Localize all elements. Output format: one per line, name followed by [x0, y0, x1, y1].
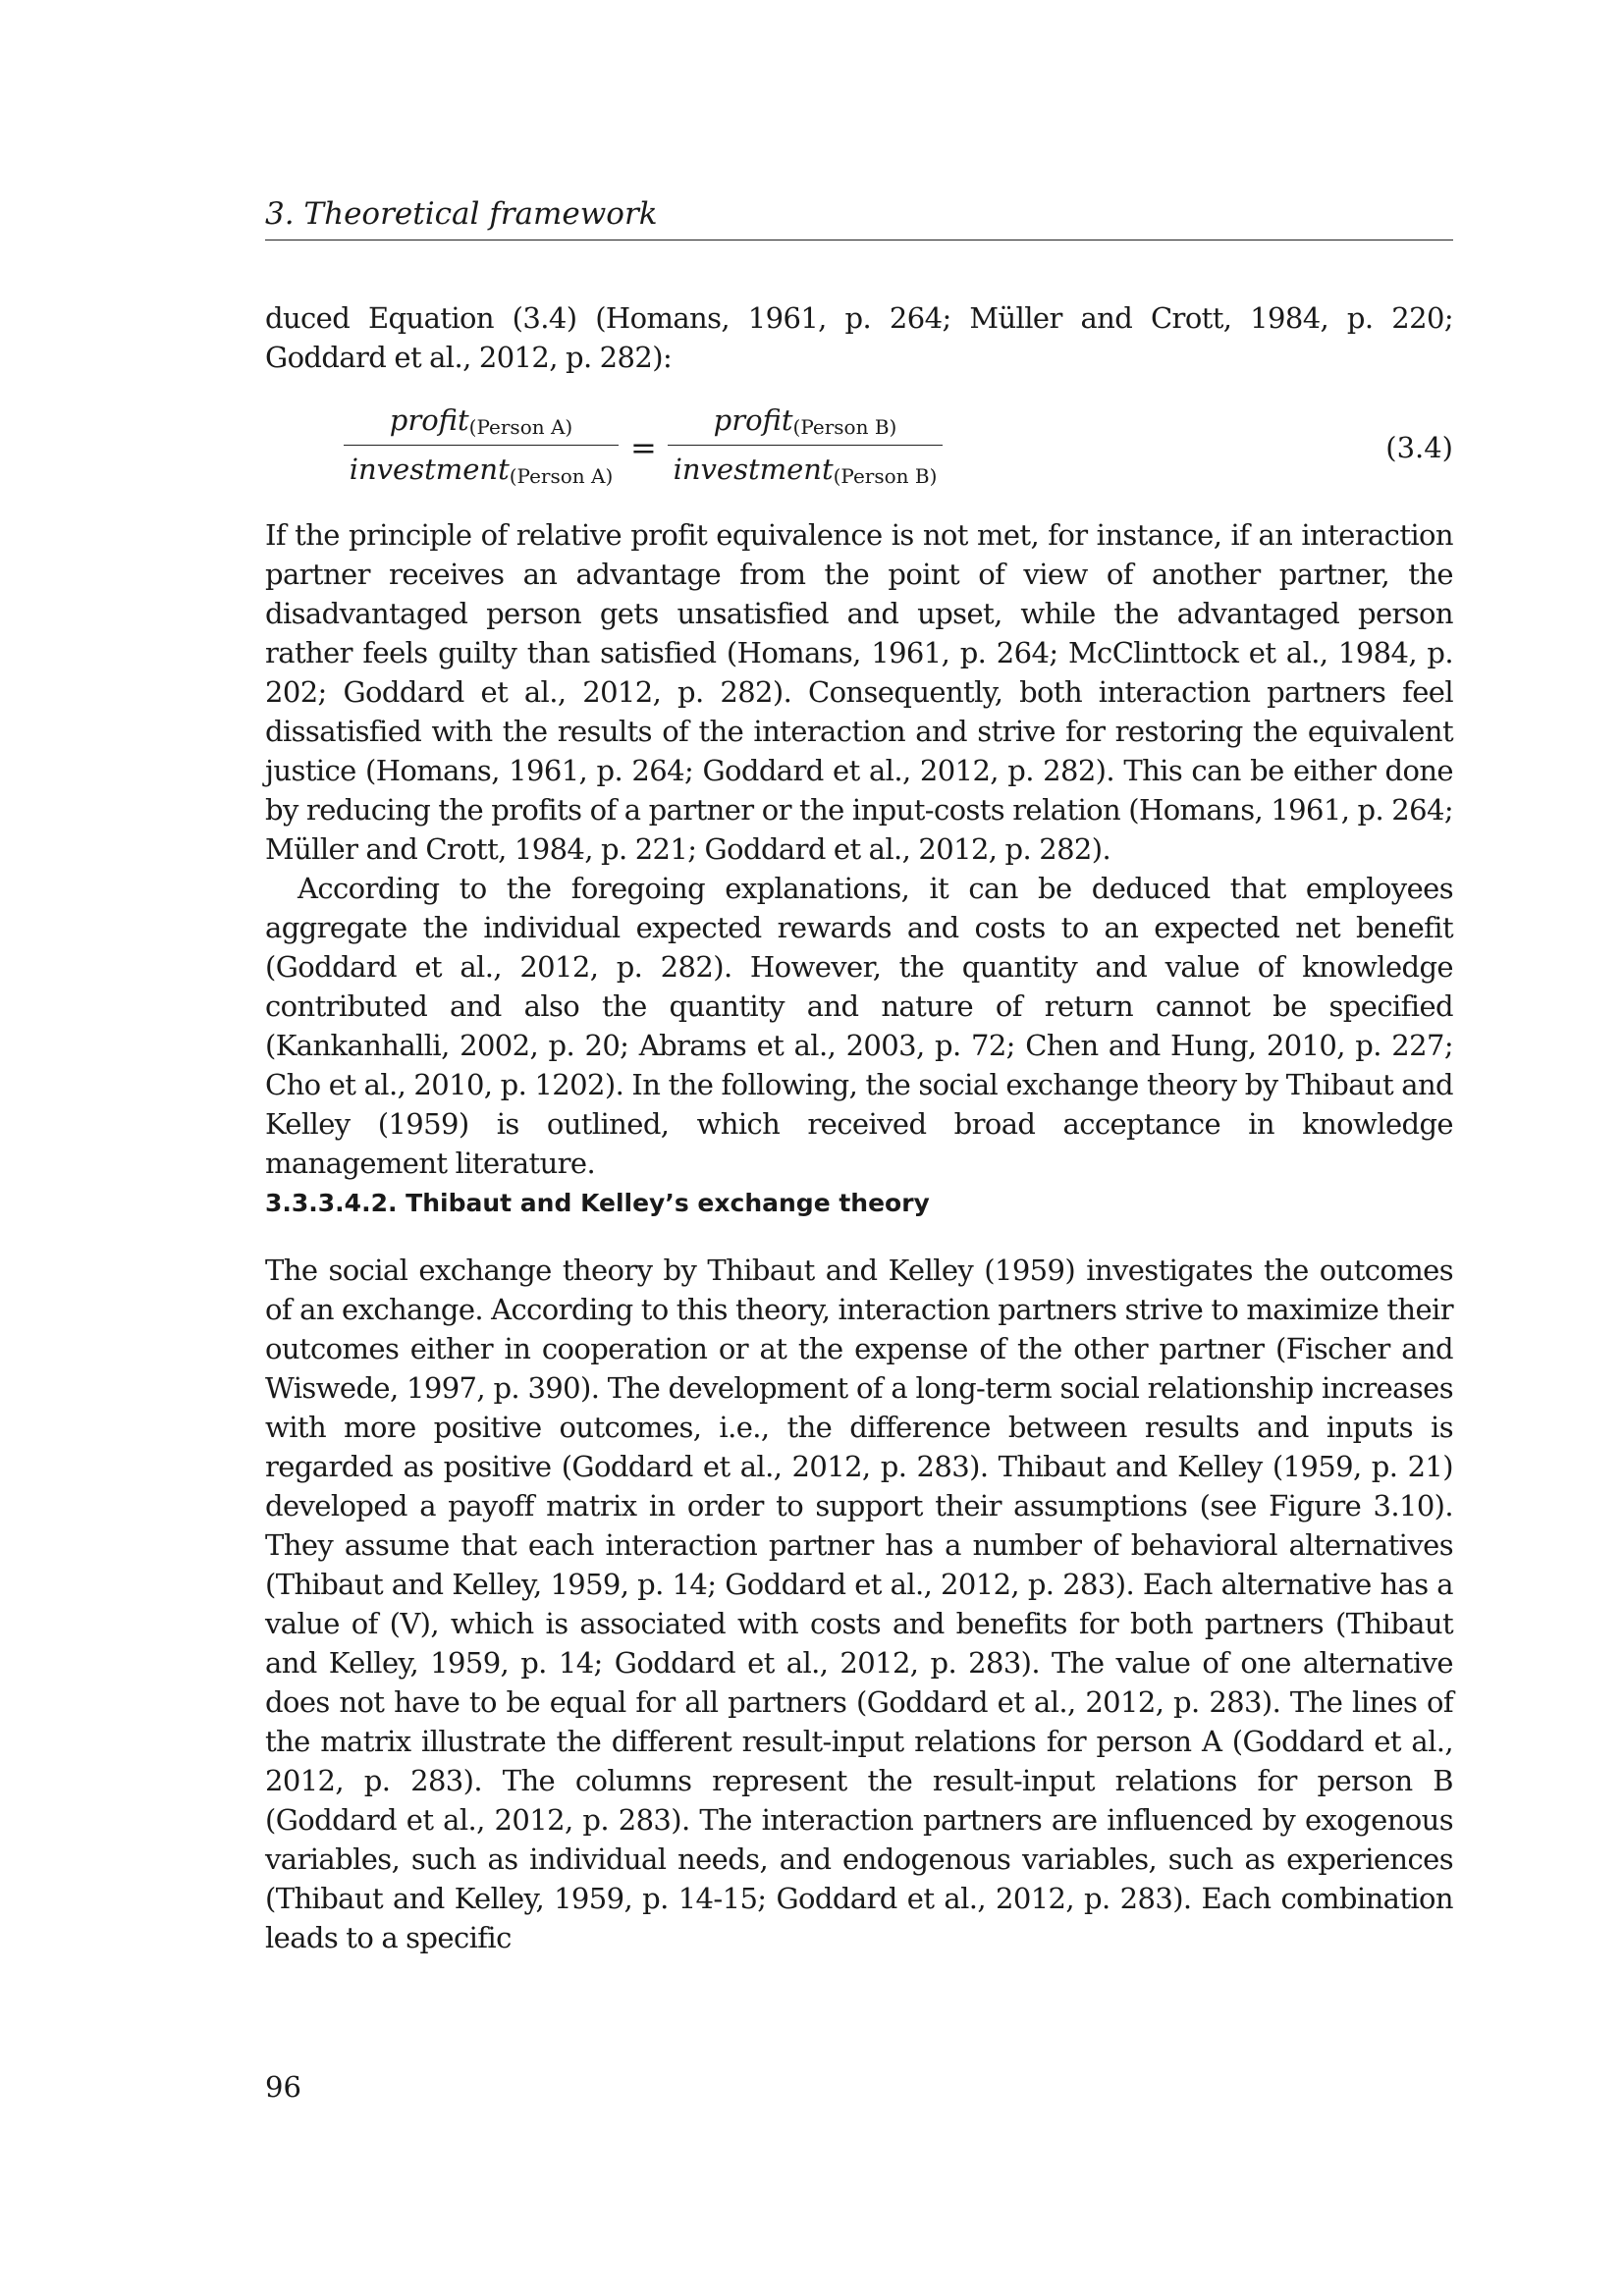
intro-text: duced Equation (3.4) (Homans, 1961, p. 264; Müller and Crott, 1984, p. 220; Goddard et al., 2012, p. 282):	[265, 301, 1453, 374]
equation-number: (3.4)	[1385, 431, 1453, 464]
section-heading: 3.3.3.4.2. Thibaut and Kelley’s exchange theory	[265, 1189, 930, 1217]
fraction-person-a	[344, 400, 619, 496]
paragraph-thibaut-kelley: The social exchange theory by Thibaut and Kelley (1959) investigates the outcomes of an exchange. According to this theory, interaction partners strive to maximize their outcomes either in cooperation or at the expense of the other partner (Fischer and Wiswede, 1997, p. 390). The development of a long-term social relationship increases with more positive outcomes, i.e., the difference between results and inputs is regarded as positive (Goddard et al., 2012, p. 283). Thibaut and Kelley (1959, p. 21) developed a payoff matrix in order to support their assumptions (see Figure 3.10). They assume that each interaction partner has a number of behavioral alternatives (Thibaut and Kelley, 1959, p. 14; Goddard et al., 2012, p. 283). Each alternative has a value of (V), which is associated with costs and benefits for both partners (Thibaut and Kelley, 1959, p. 14; Goddard et al., 2012, p. 283). The value of one alternative does not have to be equal for all partners (Goddard et al., 2012, p. 283). The lines of the matrix illustrate the different result-input relations for person A (Goddard et al., 2012, p. 283). The columns represent the result-input relations for person B (Goddard et al., 2012, p. 283). The interaction partners are influenced by exogenous variables, such as individual needs, and endogenous variables, such as experiences (Thibaut and Kelley, 1959, p. 14-15; Goddard et al., 2012, p. 283). Each combination leads to a specific	[265, 1254, 1453, 1954]
numerator-person-b-var: profit	[713, 403, 793, 437]
fraction-bar-a	[344, 445, 619, 446]
denominator-person-a	[344, 450, 619, 496]
equation-3-4	[265, 400, 1453, 503]
running-header: 3. Theoretical framework	[265, 196, 658, 232]
fraction-bar-b	[668, 445, 943, 446]
paragraph-equivalence: If the principle of relative profit equivalence is not met, for instance, if an interaction partner receives an advantage from the point of view of another partner, the disadvantaged person gets unsatisfied and upset, while the advantaged person rather feels guilty than satisfied (Homans, 1961, p. 264; McClinttock et al., 1984, p. 202; Goddard et al., 2012, p. 282). Consequently, both interaction partners feel dissatisfied with the results of the interaction and strive for restoring the equivalent justice (Homans, 1961, p. 264; Goddard et al., 2012, p. 282). This can be either done by reducing the profits of a partner or the input-costs relation (Homans, 1961, p. 264; Müller and Crott, 1984, p. 221; Goddard et al., 2012, p. 282).	[265, 518, 1453, 866]
numerator-person-b-sub: (Person B)	[792, 415, 897, 439]
denominator-person-b-var: investment	[673, 453, 834, 486]
equals-sign: =	[630, 429, 657, 466]
denominator-person-a-var: investment	[349, 453, 510, 486]
denominator-person-a-sub: (Person A)	[509, 464, 614, 488]
page-number: 96	[265, 2070, 301, 2104]
body-text-block	[265, 515, 1453, 1183]
fraction-person-b	[668, 400, 943, 496]
paragraph-net-benefit: According to the foregoing explanations, it can be deduced that employees aggregate the individual expected rewards and costs to an expected net benefit (Goddard et al., 2012, p. 282). However, the quantity and value of knowledge contributed and also the quantity and nature of return cannot be specified (Kankanhalli, 2002, p. 20; Abrams et al., 2003, p. 72; Chen and Hung, 2010, p. 227; Cho et al., 2010, p. 1202). In the following, the social exchange theory by Thibaut and Kelley (1959) is outlined, which received broad acceptance in knowledge management literature.	[265, 872, 1453, 1180]
numerator-person-a	[344, 400, 619, 442]
denominator-person-b-sub: (Person B)	[833, 464, 938, 488]
denominator-person-b	[668, 450, 943, 496]
section-body	[265, 1251, 1453, 1957]
numerator-person-a-sub: (Person A)	[468, 415, 573, 439]
numerator-person-b	[668, 400, 943, 442]
intro-paragraph	[265, 298, 1453, 377]
numerator-person-a-var: profit	[389, 403, 469, 437]
